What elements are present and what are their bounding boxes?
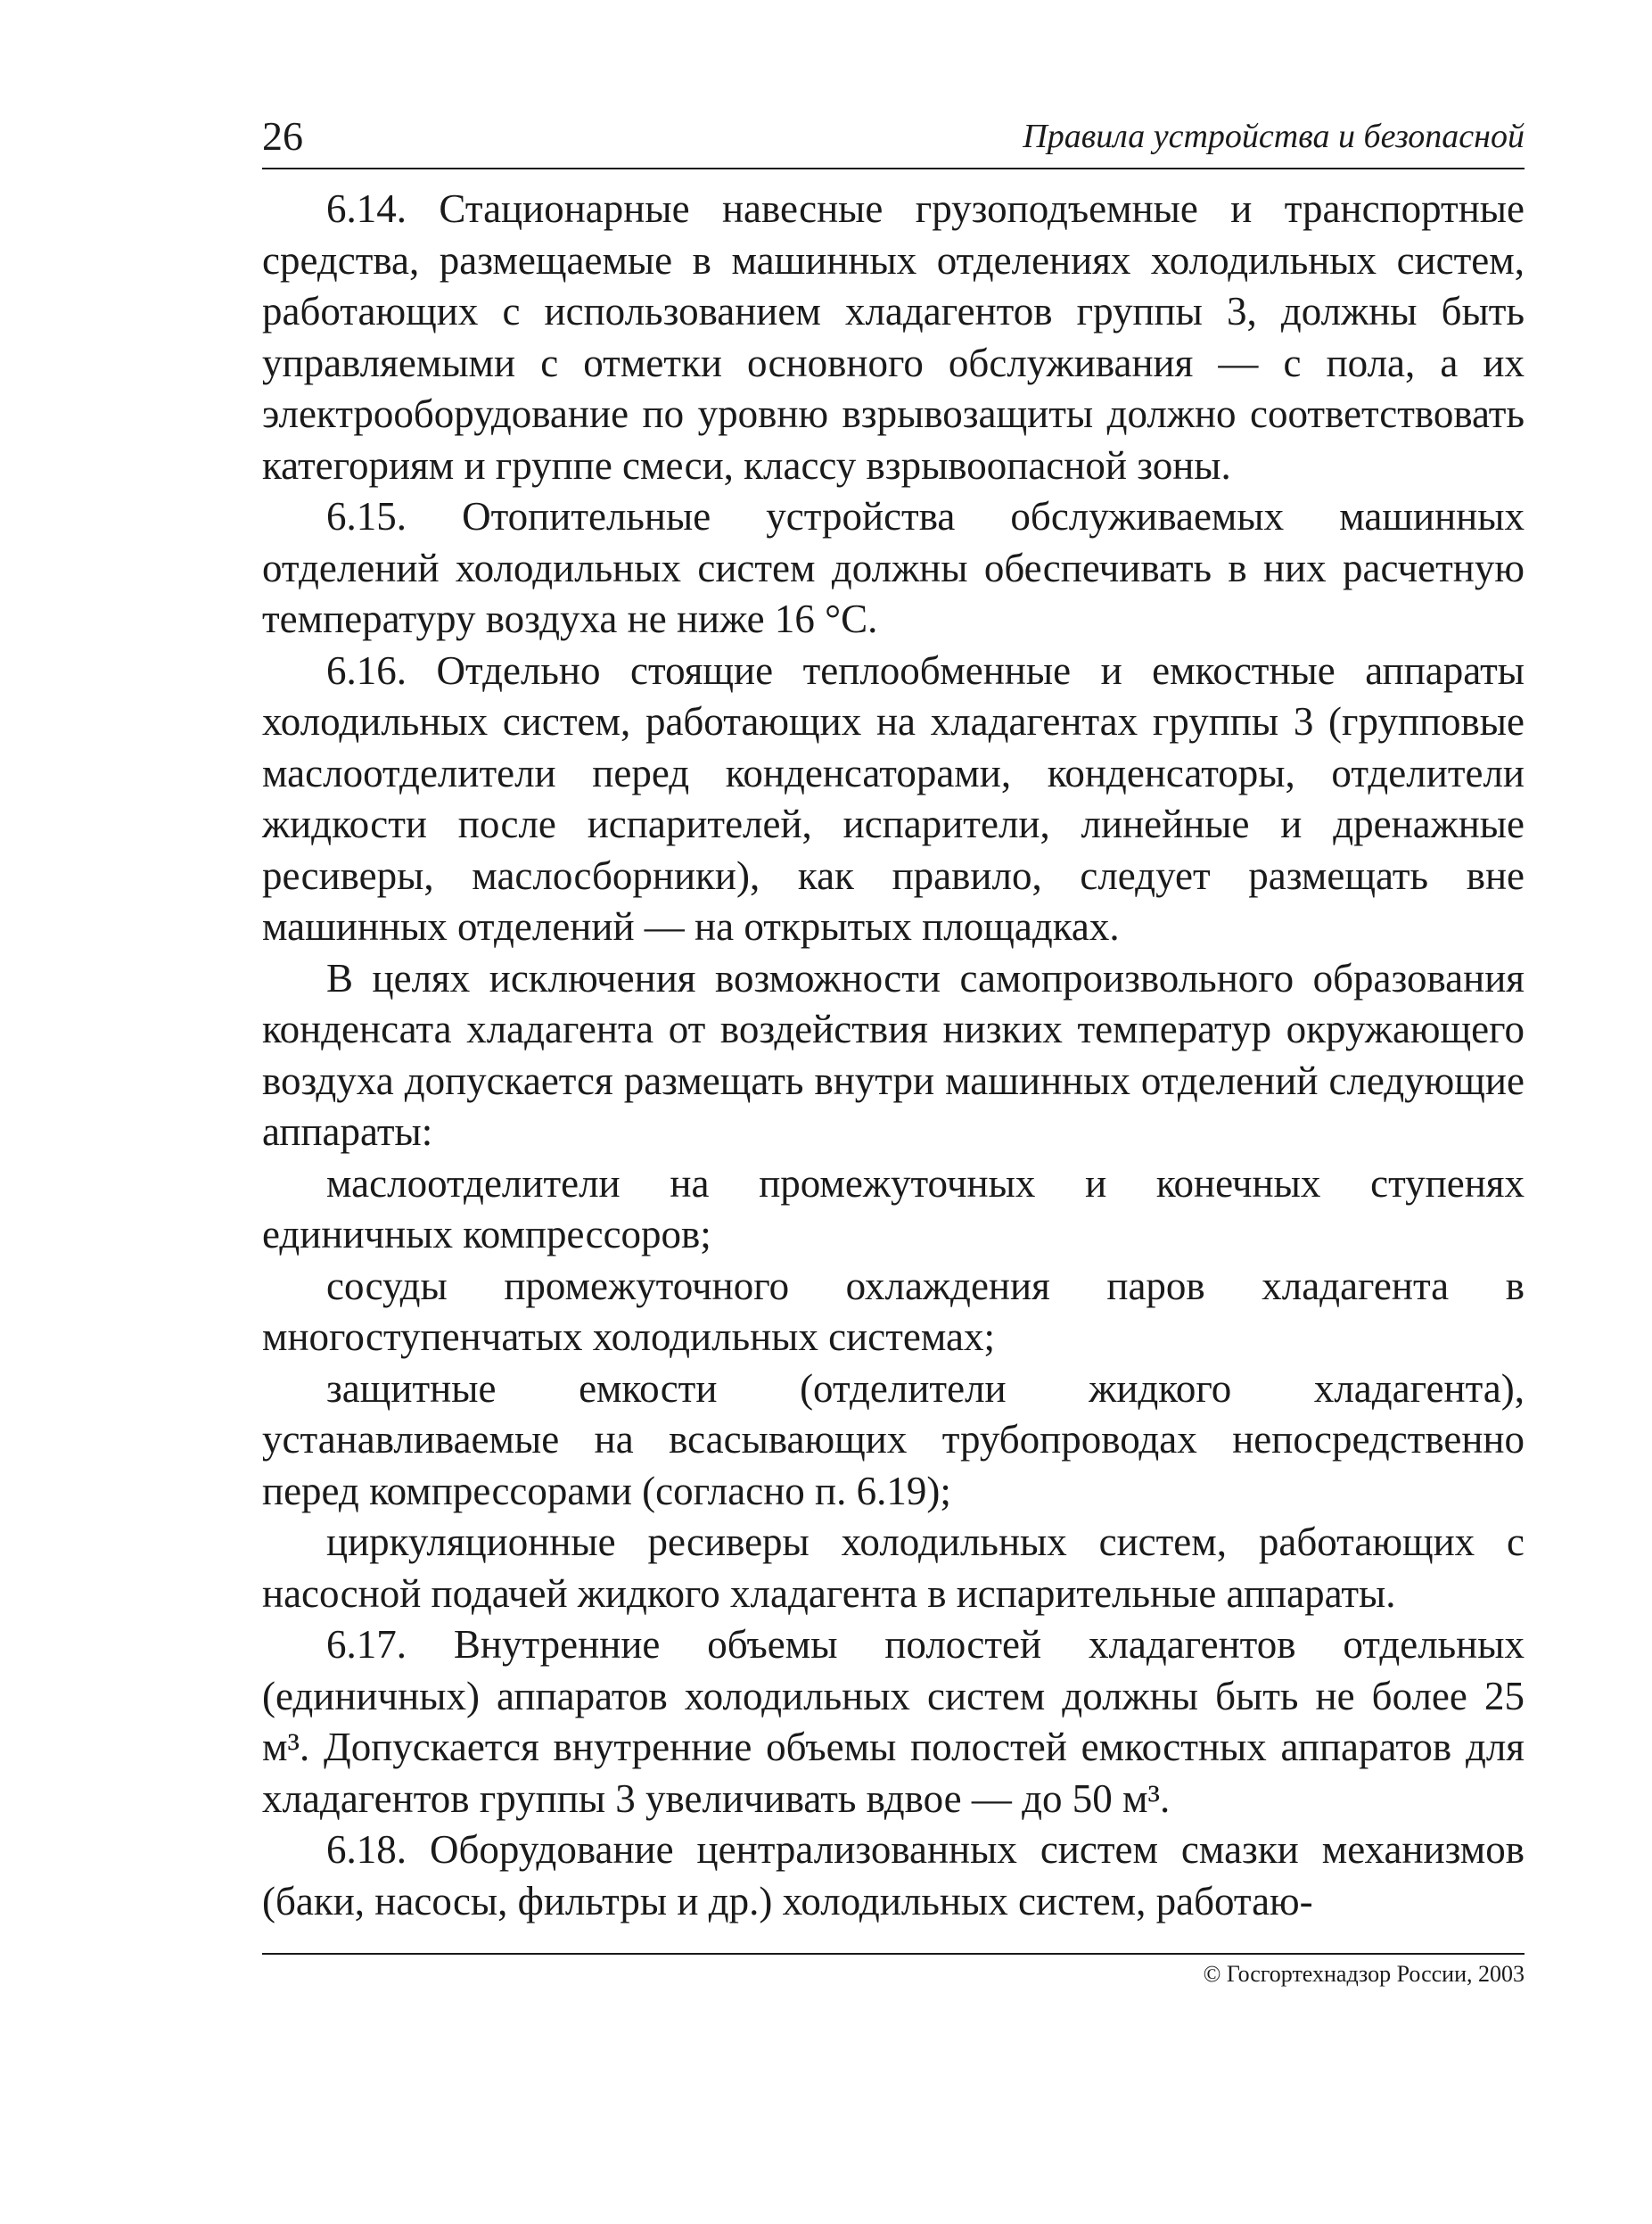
header-rule — [262, 168, 1525, 169]
list-item-protective-tanks: защитные емкости (отделители жидкого хладагента), устанавливаемые на всасывающих трубопроводах непосредственно перед компрессорами (согласно п. 6.19); — [262, 1365, 1525, 1513]
list-item-circulation-receivers: циркуляционные ресиверы холодильных систем, работающих с насосной подачей жидкого хладагента в испарительные аппараты. — [262, 1520, 1525, 1616]
paragraph-6-16: 6.16. Отдельно стоящие теплообменные и емкостные аппараты холодильных систем, работающих на хладагентах группы 3 (групповые маслоотделители перед конденсаторами, конденсаторы, отделители жидкости после испарителей, испарители, линейные и дренажные ресиверы, маслосборники), как правило, следует размещать вне машинных отделений — на открытых площадках. — [262, 647, 1525, 949]
paragraph-6-18: 6.18. Оборудование централизованных систем смазки механизмов (баки, насосы, фильтры и др.) холодильных систем, работаю- — [262, 1827, 1525, 1923]
list-item-oil-separators: маслоотделители на промежуточных и конечных ступенях единичных компрессоров; — [262, 1160, 1525, 1256]
page-header — [262, 113, 1525, 171]
paragraph-condensate: В целях исключения возможности самопроизвольного образования конденсата хладагента от воздействия низких температур окружающего воздуха допускается размещать внутри машинных отделений следующие аппараты: — [262, 955, 1525, 1154]
page-number: 26 — [262, 113, 303, 159]
running-title: Правила устройства и безопасной — [1023, 118, 1525, 155]
copyright-notice: © Госгортехнадзор России, 2003 — [1203, 1961, 1525, 1987]
footer-rule — [262, 1953, 1525, 1955]
paragraph-6-17: 6.17. Внутренние объемы полостей хладагентов отдельных (единичных) аппаратов холодильных систем должны быть не более 25 м³. Допускается внутренние объемы полостей емкостных аппаратов для хладагентов группы 3 увеличивать вдвое — до 50 м³. — [262, 1622, 1525, 1821]
body-text — [262, 184, 1525, 1927]
paragraph-6-15: 6.15. Отопительные устройства обслуживаемых машинных отделений холодильных систем должны обеспечивать в них расчетную температуру воздуха не ниже 16 °C. — [262, 494, 1525, 641]
paragraph-6-14: 6.14. Стационарные навесные грузоподъемные и транспортные средства, размещаемые в машинных отделениях холодильных систем, работающих с использованием хладагентов группы 3, должны быть управляемыми с отметки основного обслуживания — с пола, а их электрооборудование по уровню взрывозащиты должно соответствовать категориям и группе смеси, классу взрывоопасной зоны. — [262, 186, 1525, 488]
list-item-intercooling-vessels: сосуды промежуточного охлаждения паров хладагента в многоступенчатых холодильных системах; — [262, 1263, 1525, 1359]
